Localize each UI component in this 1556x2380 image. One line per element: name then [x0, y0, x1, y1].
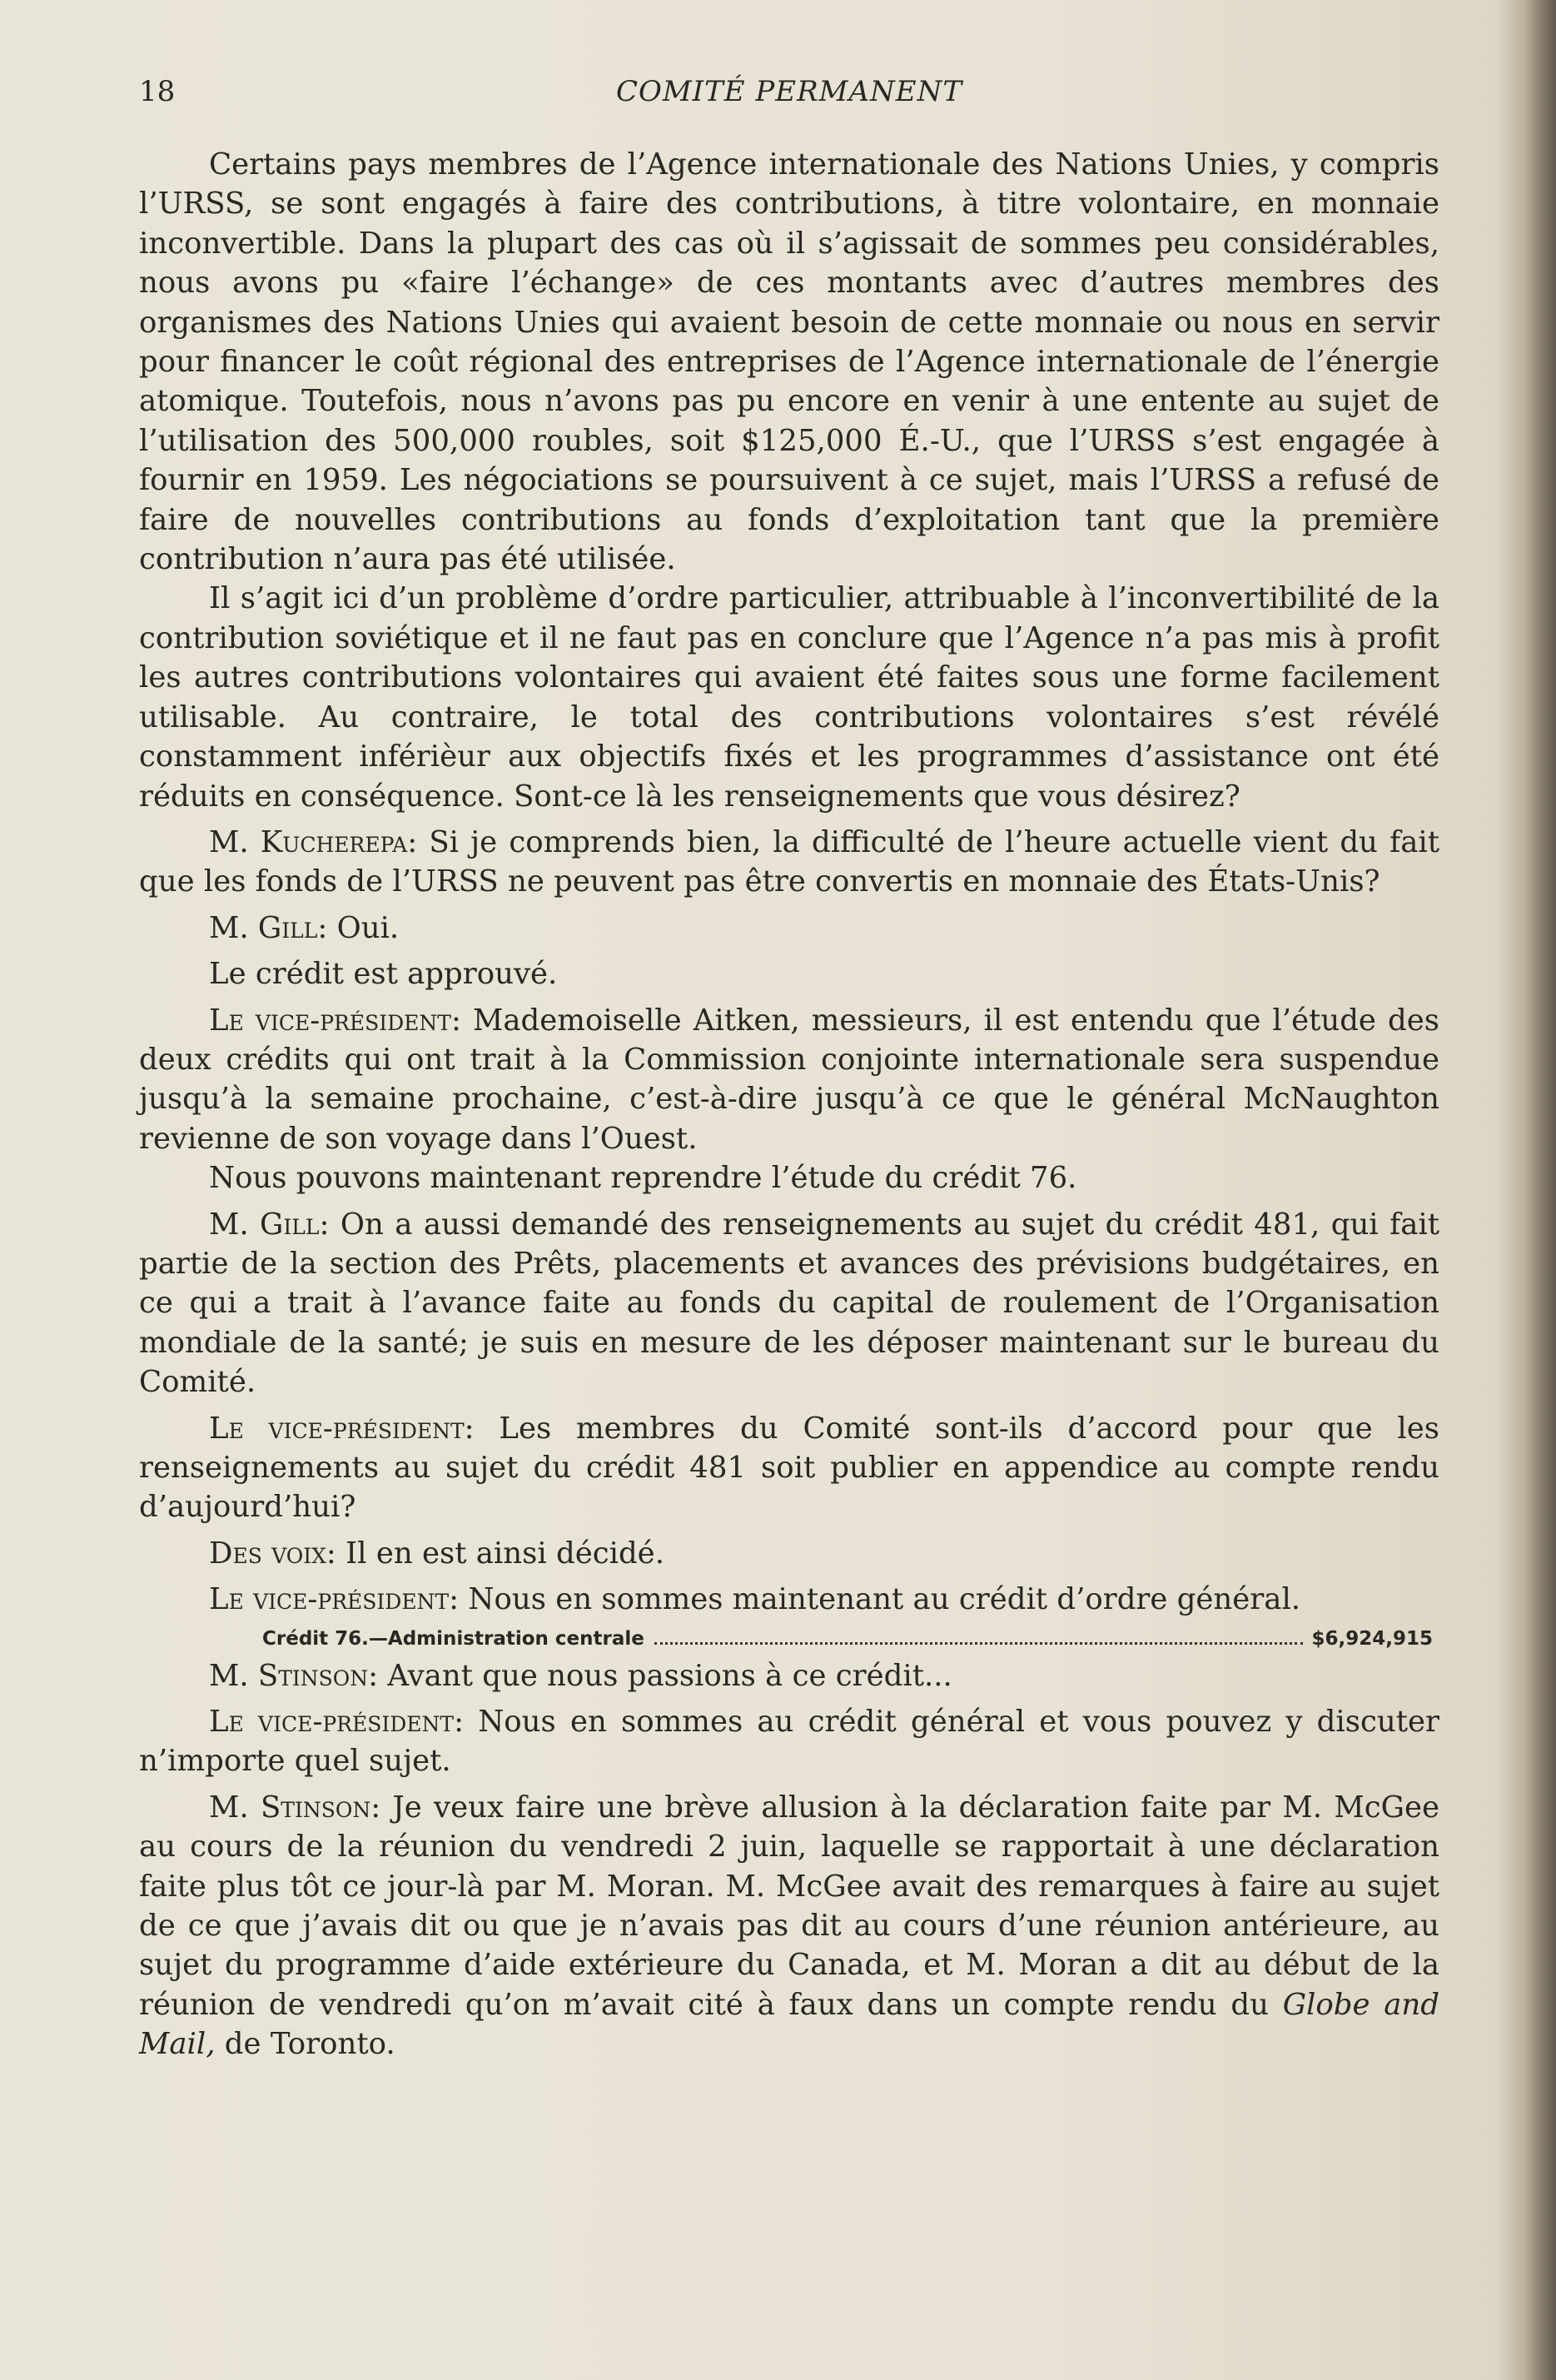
paragraph-credit-approved: Le crédit est approuvé.	[209, 957, 558, 992]
speaker-name: Le vice-président:	[209, 1582, 460, 1617]
speech-text: Je veux faire une brève allusion à la déclaration faite par M. McGee au cours de la réunion du vendredi 2 juin, laquelle se rapportait à une déclaration faite plus tôt ce jour-là par M. Moran. M. McGee avait des remarques à faire au sujet de ce que j’avais dit ou que je n’avais pas dit au cours d’une réunion antérieure, au sujet du programme d’aide extérieure du Canada, et M. Moran a dit au début de la réunion de vendredi qu’on m’avait cité à faux dans un compte rendu du	[139, 1790, 1439, 2022]
paragraph-voices-decided	[139, 1534, 1439, 1573]
speech-text: Il en est ainsi décidé.	[336, 1536, 664, 1571]
speech-text: Mademoiselle Aitken, messieurs, il est entendu que l’étude des deux crédits qui ont trait à la Commission conjointe internationale sera suspendue jusqu’à la semaine prochaine, c’est-à-dire jusqu’à ce que le général McNaughton revienne de son voyage dans l’Ouest.	[139, 1003, 1439, 1156]
speech-text: Avant que nous passions à ce crédit...	[378, 1658, 952, 1693]
running-header	[139, 75, 1439, 117]
speaker-name: Le vice-président:	[209, 1705, 465, 1740]
vote-label: Crédit 76.—Administration centrale	[262, 1627, 644, 1650]
speaker-name: M. Gill:	[209, 910, 328, 945]
speech-text: On a aussi demandé des renseignements au sujet du crédit 481, qui fait partie de la section des Prêts, placements et avances des prévisions budgétaires, en ce qui a trait à l’avance faite au fonds du capital de roulement de l’Organisation mondiale de la santé; je suis en mesure de les déposer maintenant sur le bureau du Comité.	[139, 1207, 1439, 1400]
paragraph-inconvertibility: Il s’agit ici d’un problème d’ordre particulier, attribuable à l’inconvertibilité de la contribution soviétique et il ne faut pas en conclure que l’Agence n’a pas mis à profit les autres contributions volontaires qui avaient été faites sous une forme facilement utilisable. Au contraire, le total des contributions volontaires s’est révélé constamment inférièur aux objectifs fixés et les programmes d’assistance ont été réduits en conséquence. Sont-ce là les renseignements que vous désirez?	[139, 581, 1439, 814]
speaker-name: Des voix:	[209, 1536, 336, 1571]
paragraph-resume-credit-76: Nous pouvons maintenant reprendre l’étude du crédit 76.	[209, 1161, 1077, 1196]
paragraph-stinson-before	[139, 1656, 1439, 1695]
speaker-name: Le vice-président:	[209, 1411, 475, 1446]
speech-text: Oui.	[327, 910, 400, 945]
paragraph-vice-president-appendix	[139, 1409, 1439, 1527]
paragraph-vice-president-commission	[139, 1001, 1439, 1159]
page-content	[139, 75, 1439, 2064]
paragraph-gill-answer	[139, 909, 1439, 948]
speech-text: Si je comprends bien, la difficulté de l’heure actuelle vient du fait que les fonds de l’URSS ne peuvent pas être convertis en monnaie des États-Unis?	[139, 824, 1440, 899]
speech-text: Les membres du Comité sont-ils d’accord pour que les renseignements au sujet du crédit 481 soit publier en appendice au compte rendu d’aujourd’hui?	[139, 1411, 1439, 1525]
vote-amount: $6,924,915	[1311, 1627, 1433, 1650]
running-title: COMITÉ PERMANENT	[615, 75, 963, 108]
page-binding-edge	[1498, 0, 1556, 2380]
paragraph-vice-president-any-subject	[139, 1702, 1439, 1781]
speech-text: Nous en sommes maintenant au crédit d’ordre général.	[459, 1582, 1301, 1617]
newspaper-title: Globe and Mail,	[139, 1987, 1439, 2062]
paragraph-vice-president-general	[139, 1580, 1439, 1619]
speaker-name: M. Gill:	[209, 1207, 330, 1242]
speaker-name: Le vice-président:	[209, 1003, 461, 1038]
vote-entry-credit-76	[139, 1628, 1439, 1650]
paragraph-agency-contributions: Certains pays membres de l’Agence internationale des Nations Unies, y compris l’URSS, se sont engagés à faire des contributions, à titre volontaire, en monnaie inconvertible. Dans la plupart des cas où il s’agissait de sommes peu considérables, nous avons pu «faire l’échange» de ces montants avec d’autres membres des organismes des Nations Unies qui avaient besoin de cette monnaie ou nous en servir pour financer le coût régional des entreprises de l’Agence internationale de l’énergie atomique. Toutefois, nous n’avons pas pu encore en venir à une entente au sujet de l’utilisation des 500,000 roubles, soit $125,000 É.-U., que l’URSS s’est engagée à fournir en 1959. Les négociations se poursuivent à ce sujet, mais l’URSS a refusé de faire de nouvelles contributions au fonds d’exploitation tant que la première contribution n’aura pas été utilisée.	[139, 147, 1439, 577]
speaker-name: M. Stinson:	[209, 1790, 381, 1825]
speaker-name: M. Stinson:	[209, 1658, 379, 1693]
paragraph-gill-credit-481	[139, 1205, 1439, 1402]
page-number: 18	[139, 75, 176, 108]
paragraph-stinson-statement	[139, 1788, 1439, 2064]
paragraph-kucherepa-question	[139, 823, 1439, 902]
speaker-name: M. Kucherepa:	[209, 824, 418, 859]
speech-text: Nous en sommes au crédit général et vous pouvez y discuter n’importe quel sujet.	[139, 1705, 1439, 1779]
speech-text-end: de Toronto.	[215, 2027, 395, 2062]
dot-leader	[654, 1642, 1304, 1645]
